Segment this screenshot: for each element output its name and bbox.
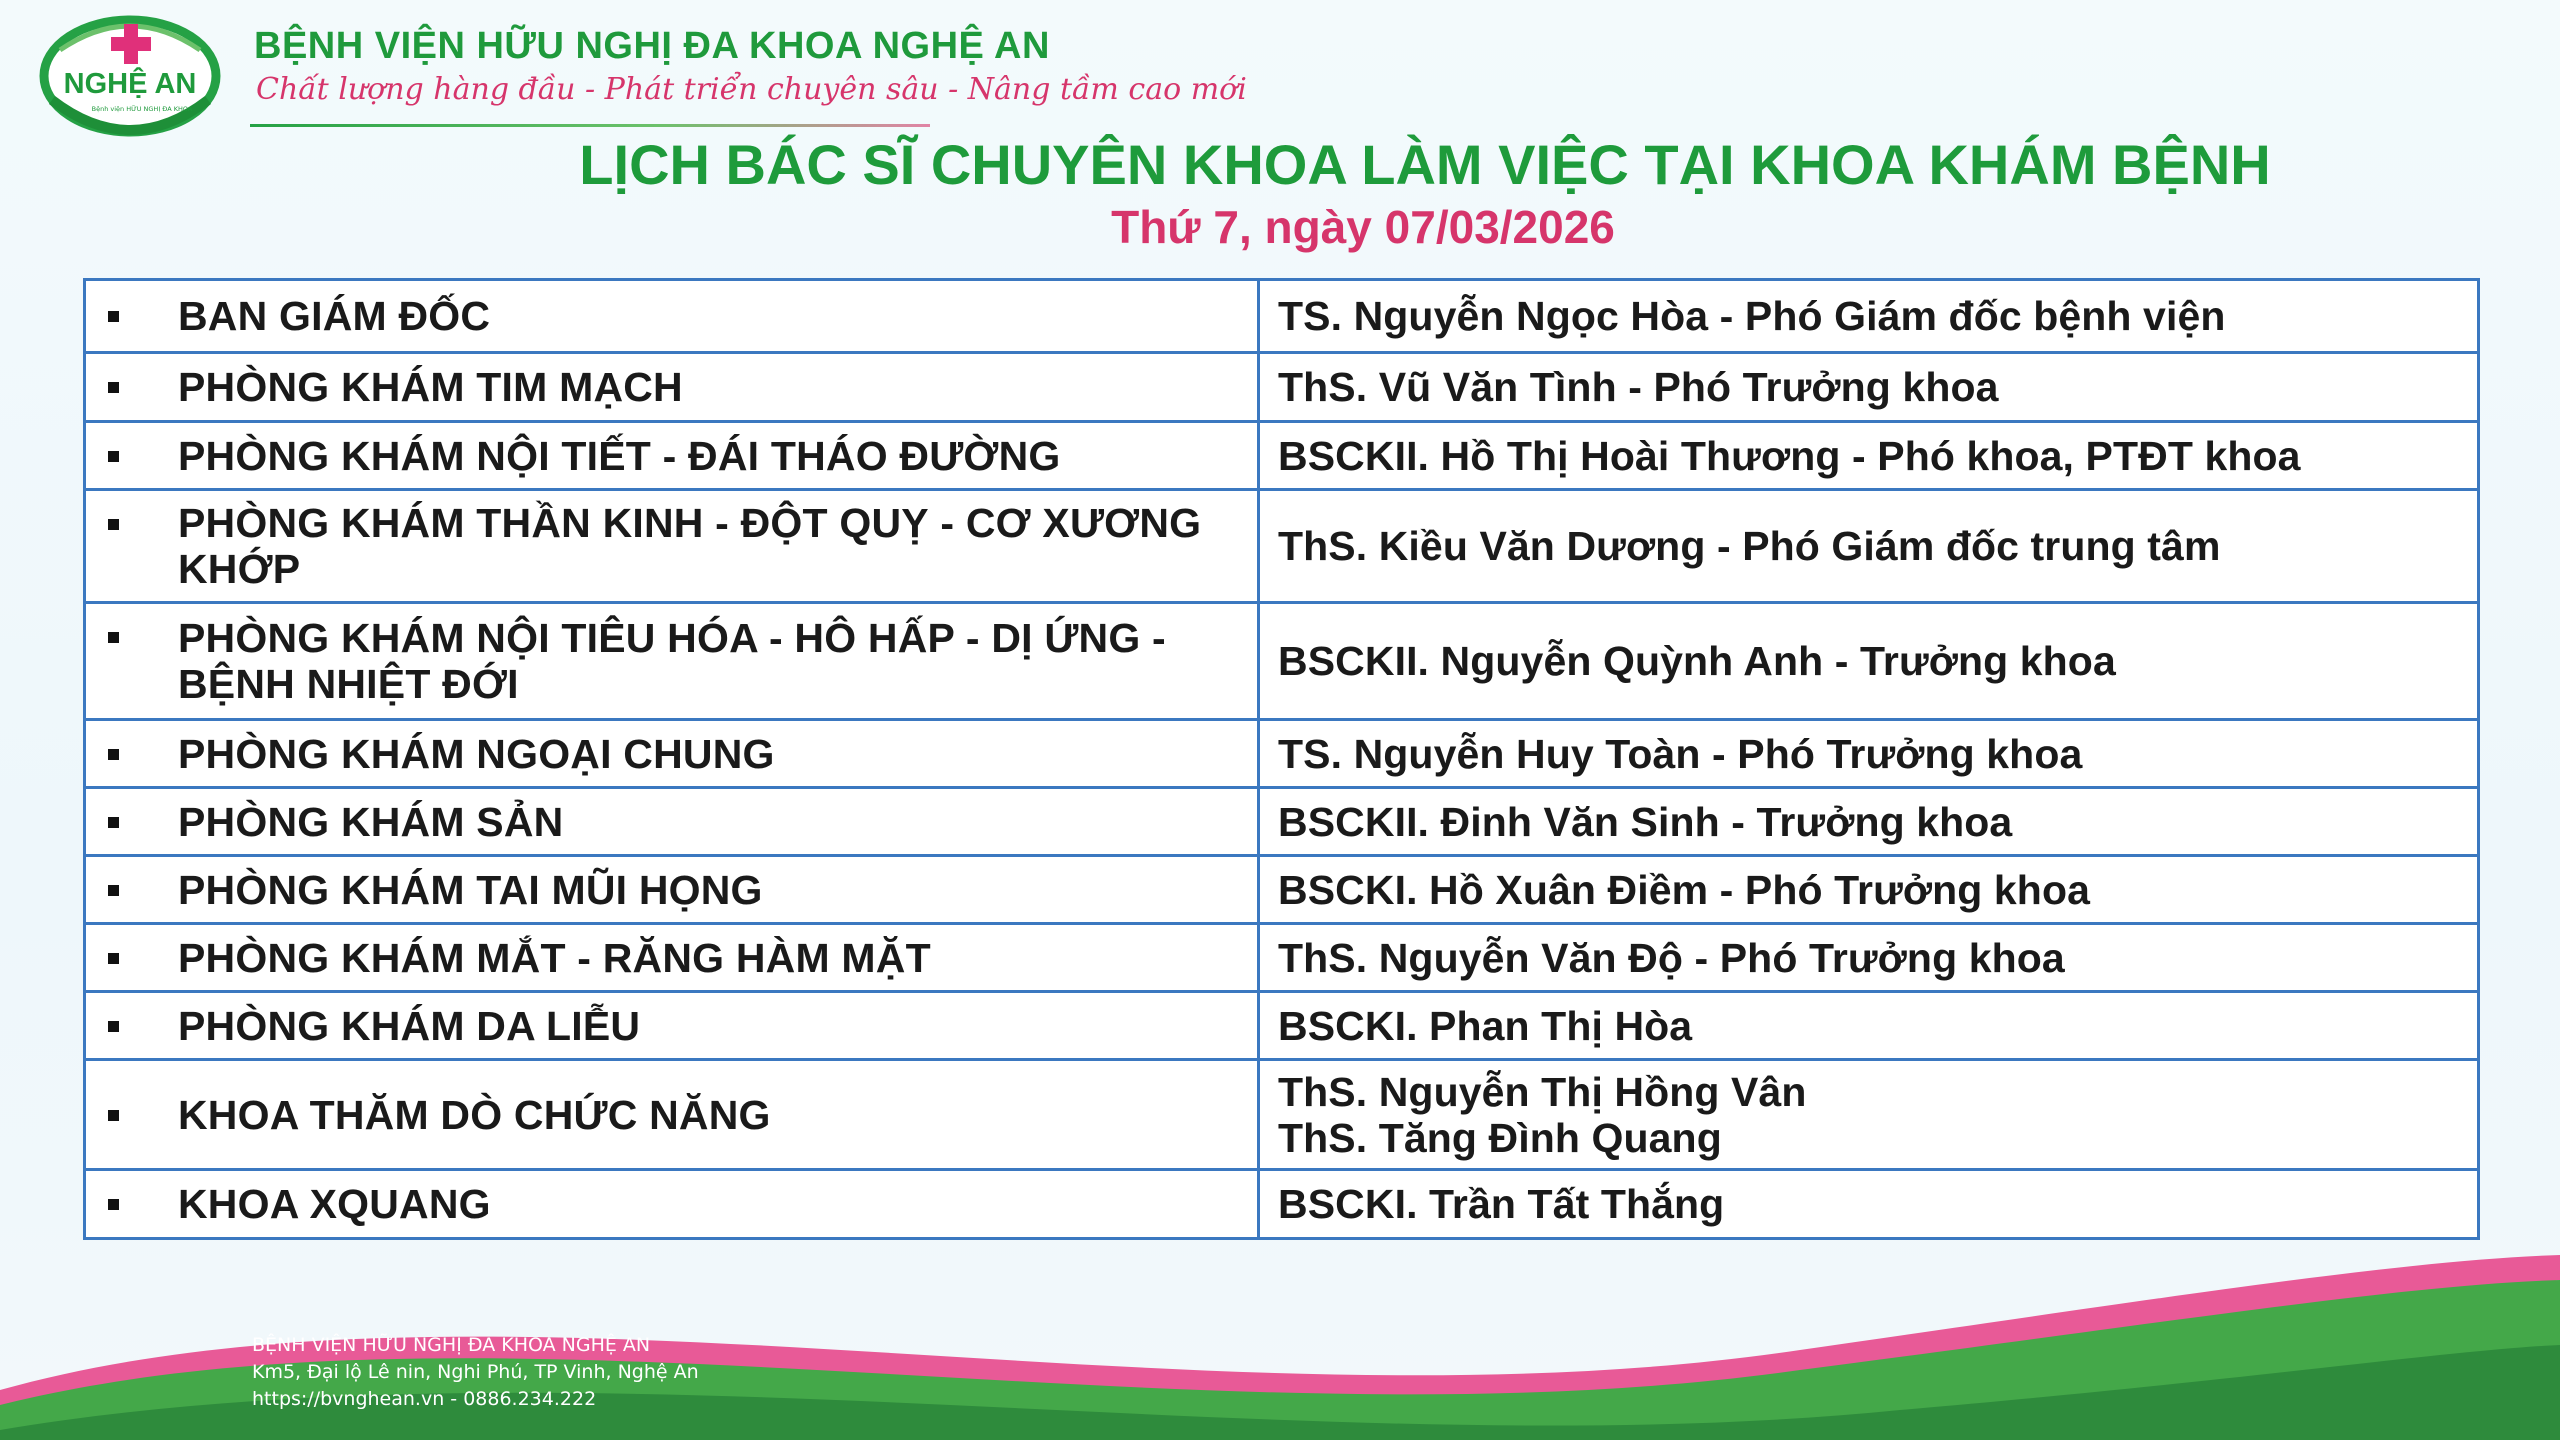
department-cell <box>85 1060 1259 1170</box>
department-cell <box>85 422 1259 490</box>
header-divider <box>250 124 930 127</box>
doctor-name: ThS. Nguyễn Thị Hồng Vân <box>1278 1068 1807 1115</box>
bullet-icon <box>108 885 119 896</box>
doctor-name: BSCKII. Đinh Văn Sinh - Trưởng khoa <box>1278 798 2013 845</box>
department-name: PHÒNG KHÁM THẦN KINH - ĐỘT QUỴ - CƠ XƯƠNG KHỚP <box>178 500 1202 592</box>
doctor-cell <box>1259 280 2479 353</box>
bullet-icon <box>108 1110 119 1121</box>
footer-website-link[interactable]: https://bvnghean.vn - 0886.234.222 <box>252 1388 597 1410</box>
bullet-icon <box>108 1021 119 1032</box>
table-row <box>85 1060 2479 1170</box>
bullet-icon <box>108 451 119 462</box>
doctor-name: ThS. Nguyễn Văn Độ - Phó Trưởng khoa <box>1278 934 2065 981</box>
department-cell <box>85 992 1259 1060</box>
department-name: PHÒNG KHÁM NGOẠI CHUNG <box>178 730 775 777</box>
logo-subtext: Bệnh viện HỮU NGHỊ ĐA KHOA <box>91 105 193 113</box>
doctor-cell <box>1259 490 2479 603</box>
department-cell <box>85 1170 1259 1239</box>
bullet-icon <box>108 311 119 322</box>
bullet-icon <box>108 817 119 828</box>
department-name: PHÒNG KHÁM NỘI TIẾT - ĐÁI THÁO ĐƯỜNG <box>178 432 1061 479</box>
department-cell <box>85 924 1259 992</box>
doctor-name: BSCKII. Hồ Thị Hoài Thương - Phó khoa, PTĐT khoa <box>1278 432 2301 479</box>
department-name: PHÒNG KHÁM TIM MẠCH <box>178 364 683 410</box>
department-name: KHOA THĂM DÒ CHỨC NĂNG <box>178 1091 771 1138</box>
department-name: PHÒNG KHÁM DA LIỄU <box>178 1002 641 1049</box>
doctor-cell <box>1259 992 2479 1060</box>
department-name: PHÒNG KHÁM MẮT - RĂNG HÀM MẶT <box>178 934 931 981</box>
doctor-name: TS. Nguyễn Ngọc Hòa - Phó Giám đốc bệnh viện <box>1278 293 2226 339</box>
table-row <box>85 992 2479 1060</box>
doctor-cell <box>1259 856 2479 924</box>
department-name: PHÒNG KHÁM TAI MŨI HỌNG <box>178 866 763 913</box>
doctor-cell <box>1259 788 2479 856</box>
doctor-cell <box>1259 924 2479 992</box>
hospital-slogan: Chất lượng hàng đầu - Phát triển chuyên sâu - Nâng tầm cao mới <box>256 72 1247 107</box>
page-title: LỊCH BÁC SĨ CHUYÊN KHOA LÀM VIỆC TẠI KHOA KHÁM BỆNH <box>579 133 2271 196</box>
table-row <box>85 924 2479 992</box>
department-cell <box>85 720 1259 788</box>
department-name: PHÒNG KHÁM NỘI TIÊU HÓA - HÔ HẤP - DỊ ỨNG - BỆNH NHIỆT ĐỚI <box>178 615 1166 707</box>
footer-contact <box>252 1332 699 1413</box>
table-row <box>85 856 2479 924</box>
department-cell <box>85 490 1259 603</box>
table-row <box>85 422 2479 490</box>
doctor-cell <box>1259 1060 2479 1170</box>
department-cell <box>85 788 1259 856</box>
footer-hospital-name: BỆNH VIỆN HỮU NGHỊ ĐA KHOA NGHỆ AN <box>252 1334 651 1356</box>
doctor-name: ThS. Tăng Đình Quang <box>1278 1114 1722 1161</box>
bullet-icon <box>108 632 119 643</box>
logo-text: NGHỆ AN <box>63 68 197 100</box>
doctor-name: BSCKI. Hồ Xuân Điềm - Phó Trưởng khoa <box>1278 866 2090 913</box>
table-row <box>85 1170 2479 1239</box>
department-cell <box>85 603 1259 720</box>
doctor-name: TS. Nguyễn Huy Toàn - Phó Trưởng khoa <box>1278 730 2083 777</box>
bullet-icon <box>108 519 119 530</box>
department-cell <box>85 353 1259 422</box>
department-cell <box>85 856 1259 924</box>
bullet-icon <box>108 953 119 964</box>
bullet-icon <box>108 382 119 393</box>
table-row <box>85 720 2479 788</box>
doctor-name: BSCKI. Phan Thị Hòa <box>1278 1002 1693 1049</box>
table-row <box>85 490 2479 603</box>
doctor-name: ThS. Vũ Văn Tình - Phó Trưởng khoa <box>1278 364 1999 410</box>
department-name: KHOA XQUANG <box>178 1181 491 1227</box>
table-row <box>85 788 2479 856</box>
department-name: BAN GIÁM ĐỐC <box>178 293 491 339</box>
doctor-cell <box>1259 353 2479 422</box>
doctor-name: BSCKII. Nguyễn Quỳnh Anh - Trưởng khoa <box>1278 638 2116 684</box>
bullet-icon <box>108 1199 119 1210</box>
schedule-date: Thứ 7, ngày 07/03/2026 <box>1111 201 1615 253</box>
department-cell <box>85 280 1259 353</box>
schedule-table <box>83 278 2480 1240</box>
doctor-cell <box>1259 603 2479 720</box>
hospital-name: BỆNH VIỆN HỮU NGHỊ ĐA KHOA NGHỆ AN <box>254 25 1050 67</box>
table-row <box>85 603 2479 720</box>
department-name: PHÒNG KHÁM SẢN <box>178 798 564 845</box>
doctor-cell <box>1259 1170 2479 1239</box>
table-row <box>85 280 2479 353</box>
hospital-logo <box>30 10 260 140</box>
doctor-name: ThS. Kiều Văn Dương - Phó Giám đốc trung tâm <box>1278 523 2221 569</box>
doctor-name: BSCKI. Trần Tất Thắng <box>1278 1181 1725 1227</box>
footer-address: Km5, Đại lộ Lê nin, Nghi Phú, TP Vinh, Nghệ An <box>252 1361 699 1383</box>
table-row <box>85 353 2479 422</box>
bullet-icon <box>108 749 119 760</box>
doctor-cell <box>1259 720 2479 788</box>
doctor-cell <box>1259 422 2479 490</box>
